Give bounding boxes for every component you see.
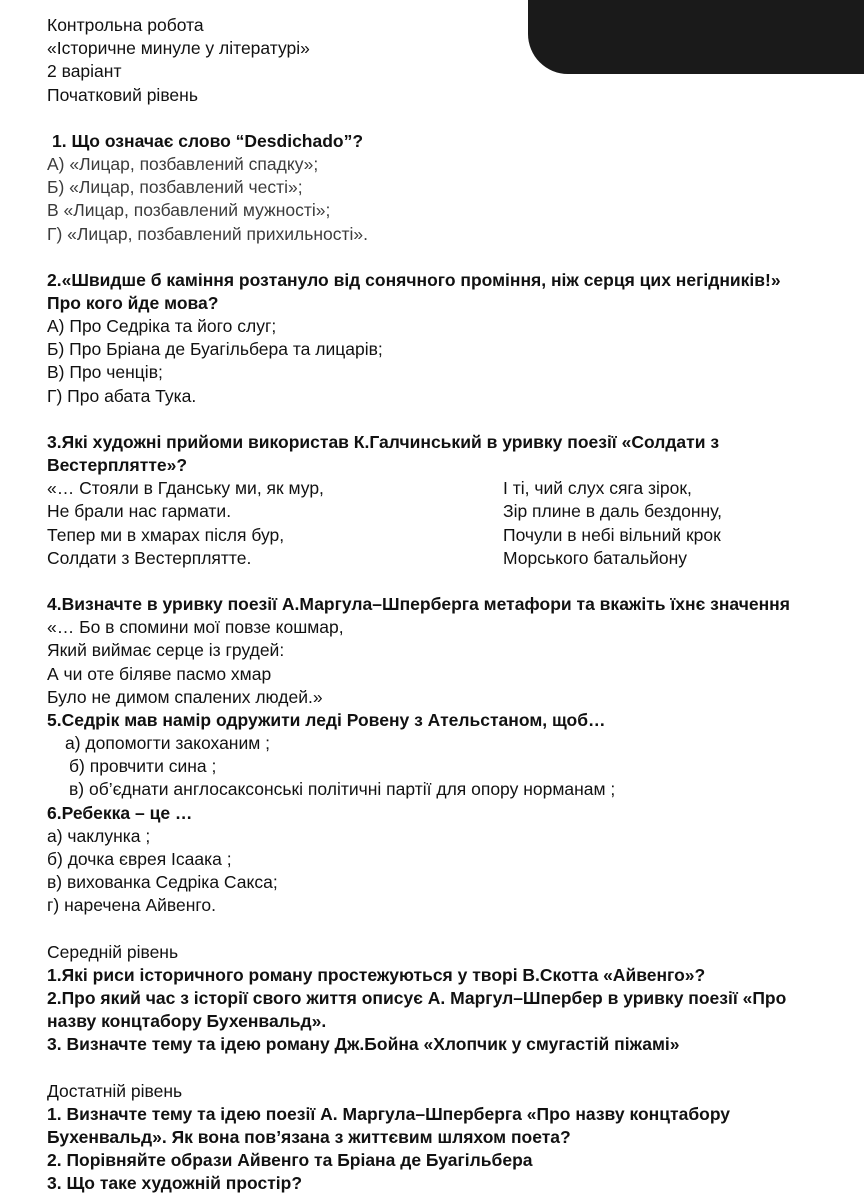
poem-line: Зір плине в даль бездонну, bbox=[503, 501, 723, 522]
question-3-poem bbox=[47, 477, 864, 570]
question-3-text-line1: 3.Які художні прийоми використав К.Галчинський в уривку поезії «Солдати з bbox=[47, 431, 720, 452]
test-document bbox=[47, 14, 864, 1195]
sufficient-level-question: 1. Визначте тему та ідею поезії А. Маргула–Шперберга «Про назву концтабору bbox=[47, 1103, 731, 1124]
poem-line: Морського батальйону bbox=[503, 547, 688, 568]
question-2 bbox=[47, 269, 864, 408]
header-topic: «Історичне минуле у літературі» bbox=[47, 38, 310, 59]
question-2-option-d: Г) Про абата Тука. bbox=[47, 385, 197, 406]
question-2-option-a: А) Про Седріка та його слуг; bbox=[47, 316, 277, 337]
poem-line: Було не димом спалених людей.» bbox=[47, 686, 323, 707]
spacer bbox=[47, 918, 864, 941]
question-1-option-b: Б) «Лицар, позбавлений честі»; bbox=[47, 177, 303, 198]
poem-right-column bbox=[503, 477, 864, 570]
middle-level-question: 2.Про який час з історії свого життя описує А. Маргул–Шпербер в уривку поезії «Про bbox=[47, 987, 787, 1008]
question-5-option-c: в) об’єднати англосаксонські політичні партії для опору норманам ; bbox=[69, 779, 616, 800]
middle-level-title: Середній рівень bbox=[47, 941, 179, 962]
sufficient-level-section bbox=[47, 1080, 864, 1196]
spacer bbox=[47, 107, 864, 130]
poem-line: Почули в небі вільний крок bbox=[503, 524, 721, 545]
header-level: Початковий рівень bbox=[47, 84, 198, 105]
document-header bbox=[47, 14, 864, 107]
spacer bbox=[47, 246, 864, 269]
question-6 bbox=[47, 802, 864, 918]
middle-level-section bbox=[47, 941, 864, 1057]
question-6-option-a: а) чаклунка ; bbox=[47, 825, 151, 846]
spacer bbox=[47, 1057, 864, 1080]
spacer bbox=[47, 570, 864, 593]
question-1-option-d: Г) «Лицар, позбавлений прихильності». bbox=[47, 223, 368, 244]
question-1-text: 1. Що означає слово “Desdichado”? bbox=[52, 130, 364, 151]
middle-level-question: 1.Які риси історичного роману простежуються у творі В.Скотта «Айвенго»? bbox=[47, 964, 706, 985]
header-variant: 2 варіант bbox=[47, 61, 122, 82]
question-1 bbox=[47, 130, 864, 246]
question-6-option-c: в) вихованка Седріка Сакса; bbox=[47, 872, 278, 893]
question-5-text: 5.Седрік мав намір одружити леді Ровену з Ательстаном, щоб… bbox=[47, 709, 606, 730]
question-5-option-b: б) провчити сина ; bbox=[69, 756, 217, 777]
poem-line: Тепер ми в хмарах після бур, bbox=[47, 524, 285, 545]
poem-line: Який виймає серце із грудей: bbox=[47, 640, 285, 661]
sufficient-level-question: 2. Порівняйте образи Айвенго та Бріана де Буагільбера bbox=[47, 1150, 533, 1171]
question-2-option-c: В) Про ченців; bbox=[47, 362, 163, 383]
poem-line: «… Бо в спомини мої повзе кошмар, bbox=[47, 617, 344, 638]
poem-line: І ті, чий слух сяга зірок, bbox=[503, 478, 692, 499]
sufficient-level-question: Бухенвальд». Як вона пов’язана з життєвим шляхом поета? bbox=[47, 1126, 571, 1147]
question-3 bbox=[47, 431, 864, 570]
spacer bbox=[47, 408, 864, 431]
question-5 bbox=[47, 709, 864, 802]
middle-level-question: назву концтабору Бухенвальд». bbox=[47, 1011, 327, 1032]
question-3-text-line2: Вестерплятте»? bbox=[47, 455, 188, 475]
question-6-option-b: б) дочка єврея Ісаака ; bbox=[47, 849, 232, 869]
question-1-option-c: В «Лицар, позбавлений мужності»; bbox=[47, 200, 331, 221]
sufficient-level-question: 3. Що таке художній простір? bbox=[47, 1173, 303, 1194]
question-2-text-line2: Про кого йде мова? bbox=[47, 292, 219, 313]
question-2-option-b: Б) Про Бріана де Буагільбера та лицарів; bbox=[47, 339, 383, 360]
poem-line: А чи оте біляве пасмо хмар bbox=[47, 663, 272, 684]
question-6-option-d: г) наречена Айвенго. bbox=[47, 895, 217, 916]
poem-left-column bbox=[47, 477, 503, 570]
question-4 bbox=[47, 593, 864, 709]
poem-line: «… Стояли в Гданську ми, як мур, bbox=[47, 478, 324, 499]
question-1-option-a: А) «Лицар, позбавлений спадку»; bbox=[47, 153, 319, 174]
question-5-option-a: а) допомогти закоханим ; bbox=[65, 733, 271, 754]
poem-line: Не брали нас гармати. bbox=[47, 501, 232, 522]
middle-level-question: 3. Визначте тему та ідею роману Дж.Бойна «Хлопчик у смугастій піжамі» bbox=[47, 1034, 680, 1055]
question-6-text: 6.Ребекка – це … bbox=[47, 802, 193, 823]
poem-line: Солдати з Вестерплятте. bbox=[47, 547, 252, 568]
sufficient-level-title: Достатній рівень bbox=[47, 1080, 183, 1101]
question-4-text: 4.Визначте в уривку поезії А.Маргула–Шперберга метафори та вкажіть їхнє значення bbox=[47, 593, 790, 614]
header-title: Контрольна робота bbox=[47, 15, 204, 35]
question-2-text-line1: 2.«Швидше б каміння розтануло від сонячного проміння, ніж серця цих негідників!» bbox=[47, 269, 781, 290]
